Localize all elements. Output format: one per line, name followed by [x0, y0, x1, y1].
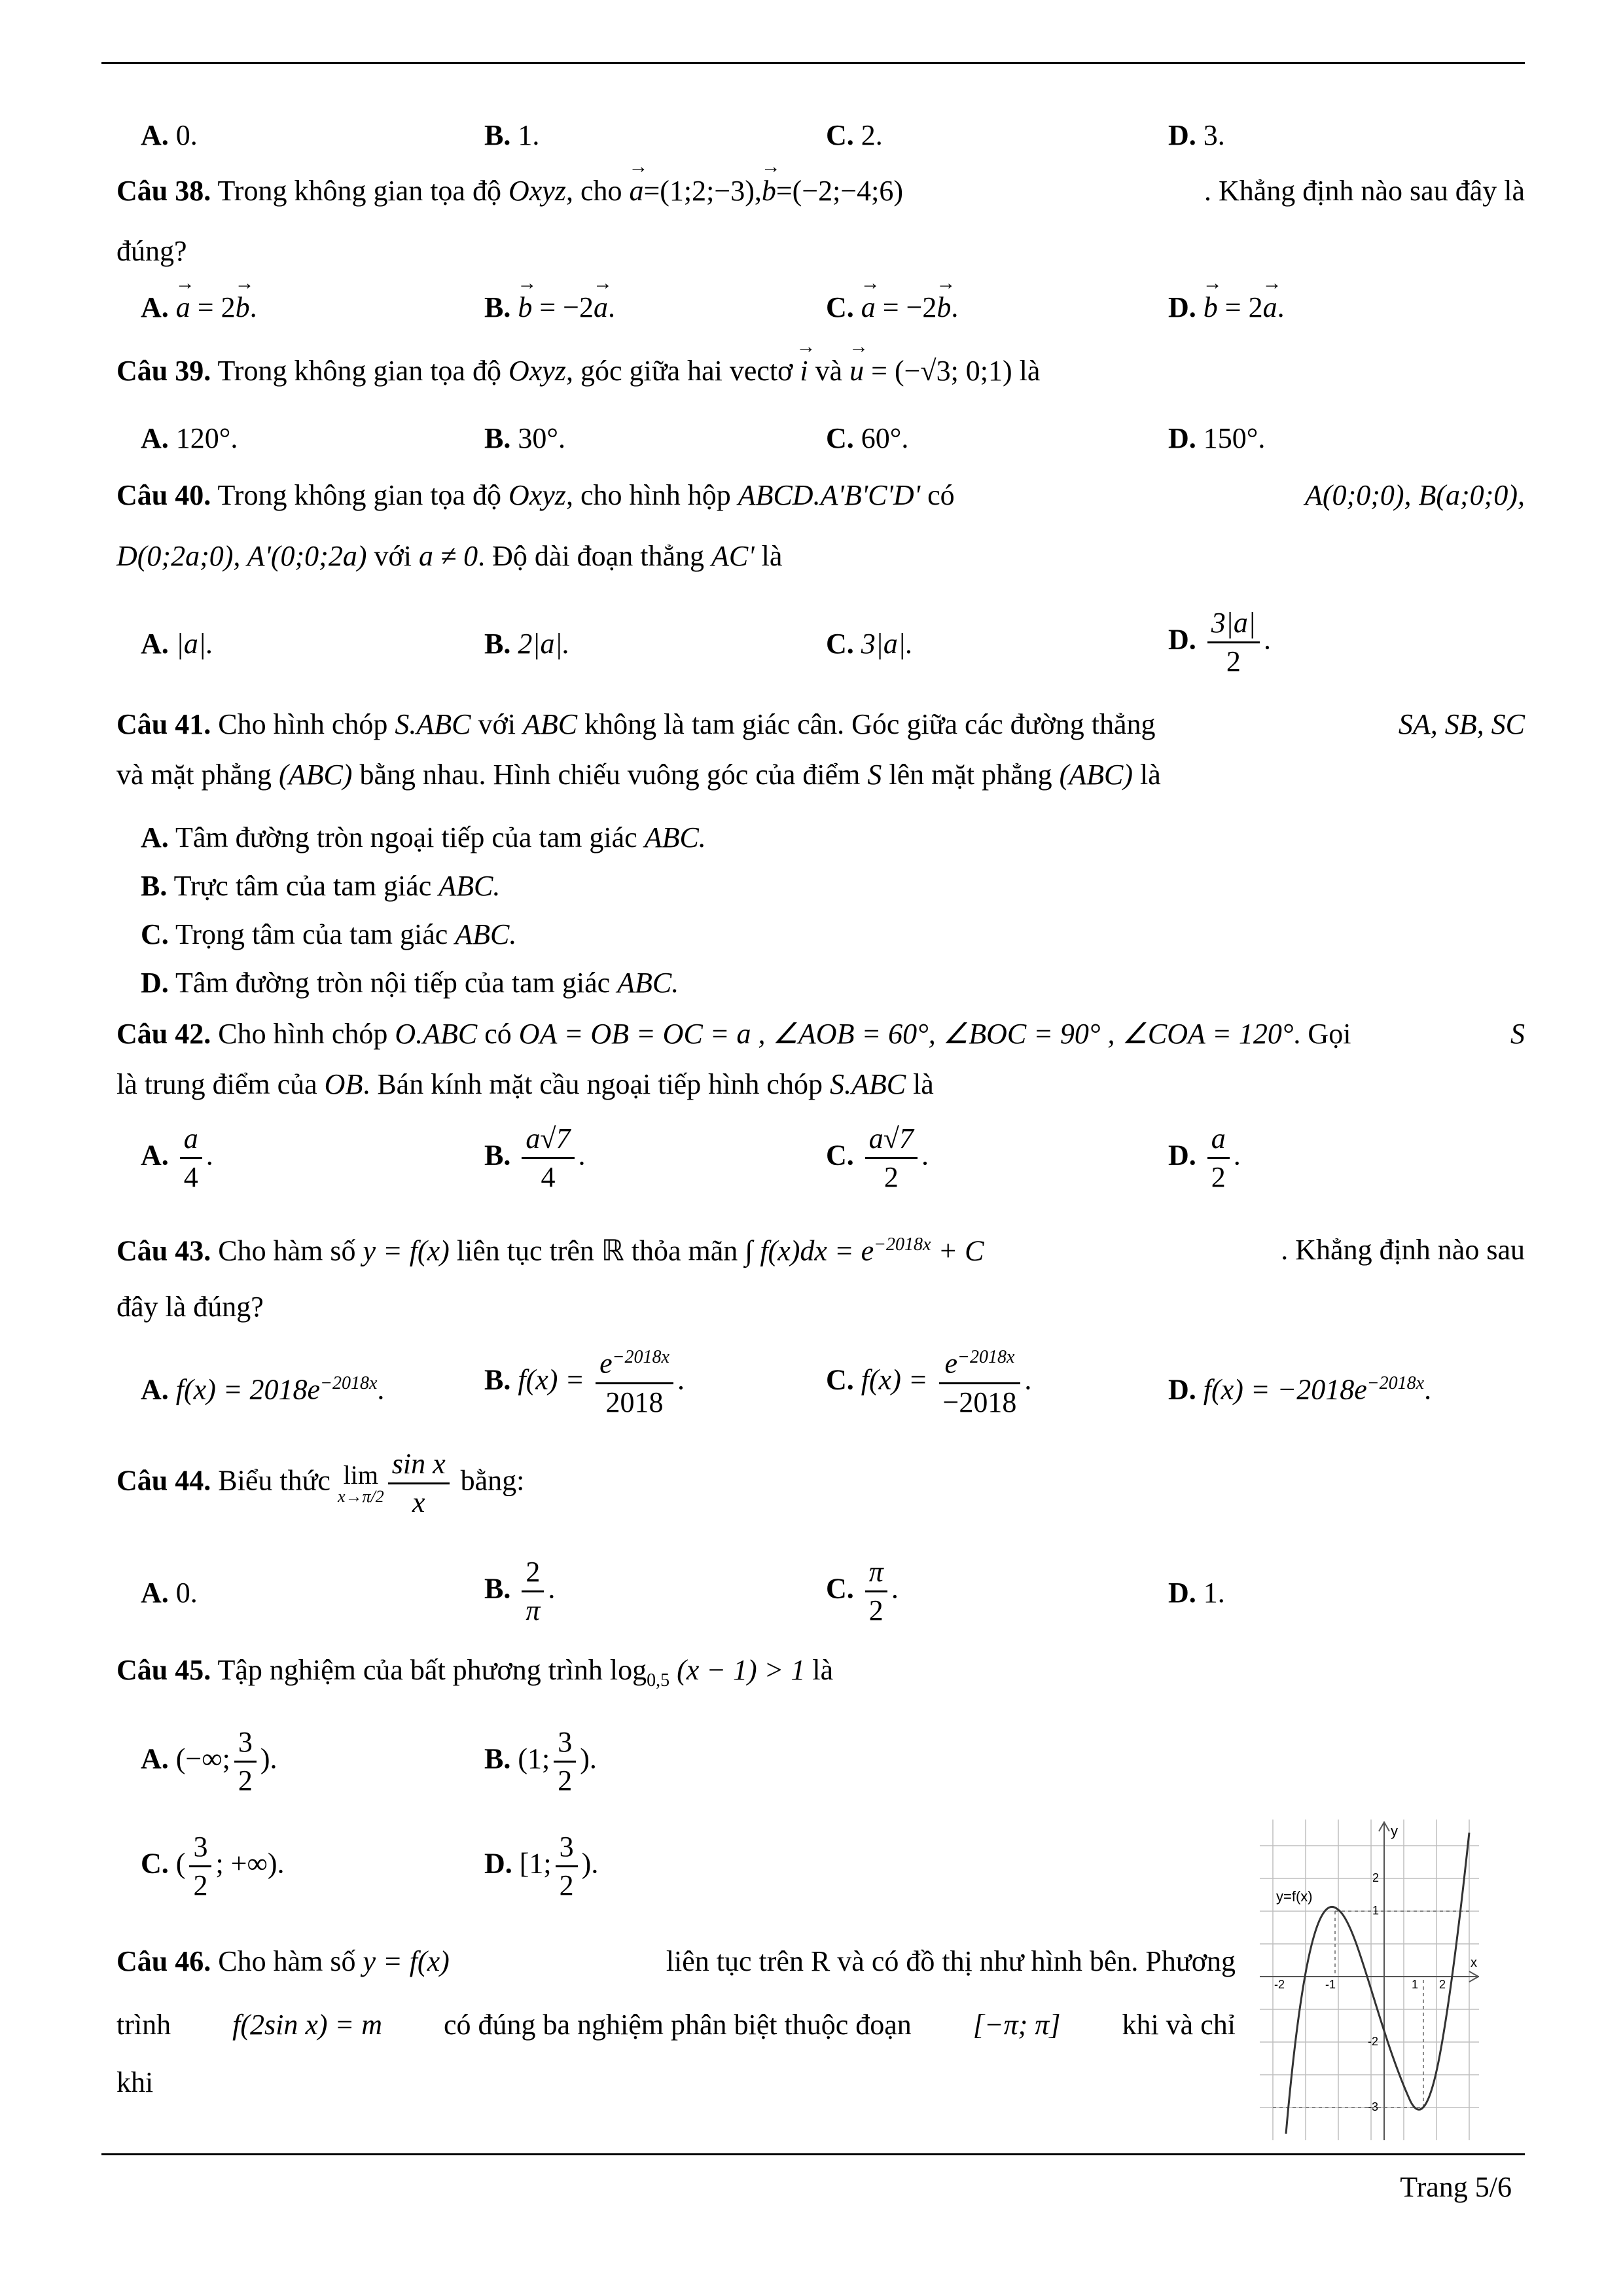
q41-option-d: D. Tâm đường tròn nội tiếp của tam giác ABC.: [141, 967, 679, 999]
q41-option-c: C. Trọng tâm của tam giác ABC.: [141, 918, 517, 950]
q43-option-a: A. $f(x) = 2018e^{-2018x}$.: [141, 1373, 385, 1406]
q43-stem-2: đây là đúng?: [116, 1291, 264, 1323]
graph-label-x: x: [1471, 1956, 1477, 1970]
q40-option-d: D. $\frac{3|a|}{2}$ .: [1168, 607, 1271, 677]
q42-option-a: A. $\frac{a}{4}$ .: [141, 1122, 213, 1193]
q38-stem-2: đúng?: [116, 235, 187, 267]
prev-option-b: B. 1.: [484, 119, 540, 151]
function-graph: [1260, 1820, 1479, 2140]
graph-tick-y2: 2: [1372, 1871, 1380, 1884]
q46-stem-3: khi: [116, 2066, 154, 2098]
q44-option-b: B. $\frac{2}{\pi}$ .: [484, 1556, 556, 1626]
q39-option-b: B. 30°.: [484, 422, 565, 454]
q46-stem-2: trình f(2sin x) = m có đúng ba nghiệm phân biệt thuộc đoạn [−π; π] khi và chỉ: [116, 2009, 1236, 2041]
graph-tick-xm2: -2: [1274, 1978, 1285, 1991]
q42-stem: Câu 42. Cho hình chóp O.ABC có OA = OB = OC = a , ∠AOB = 60°, ∠BOC = 90° , ∠COA = 120°. Gọi S: [116, 1018, 1525, 1050]
q43-option-b: B. f(x) = $\frac{e^{-2018x}}{2018}$ .: [484, 1347, 685, 1418]
q39-stem: Câu 39. Trong không gian tọa độ Oxyz, góc giữa hai vectơ → i và → u = (−√3; 0;1) là: [116, 357, 1525, 386]
q45-option-d: D. [1; $\frac{3}{2}$ ).: [484, 1831, 599, 1901]
prev-option-d: D. 3.: [1168, 119, 1225, 151]
q42-option-c: C. $\frac{a√7}{2}$ .: [826, 1122, 929, 1193]
q44-stem: Câu 44. Biểu thức lim x→π/2 $\frac{\text{sin x}}{x}$ bằng:: [116, 1448, 525, 1518]
q39-option-d: D. 150°.: [1168, 422, 1266, 454]
q40-stem-2: D(0;2a;0), A'(0;0;2a) với a ≠ 0. Độ dài đoạn thẳng AC' là: [116, 540, 783, 572]
q45-stem: Câu 45. Tập nghiệm của bất phương trình $\log_{0,5} (x - 1) > 1$ là: [116, 1654, 834, 1691]
q41-option-a: A. Tâm đường tròn ngoại tiếp của tam giác ABC.: [141, 821, 706, 853]
q44-option-d: D. 1.: [1168, 1577, 1225, 1609]
q42-stem-2: là trung điểm của OB. Bán kính mặt cầu ngoại tiếp hình chóp S.ABC là: [116, 1068, 934, 1100]
q43-stem: Câu 43. Cho hàm số y = f(x) liên tục trên ℝ thỏa mãn ∫ $f(x)dx = e^{-2018x} + C$ . Khẳng định nào sau: [116, 1234, 1525, 1267]
q38-option-d: D. → b = 2→ a.: [1168, 293, 1285, 322]
graph-tick-xm1: -1: [1325, 1978, 1336, 1991]
q38-option-b: B. → b = −2→ a.: [484, 293, 615, 322]
graph-tick-x2: 2: [1439, 1978, 1446, 1991]
q39-option-c: C. 60°.: [826, 422, 909, 454]
q42-option-d: D. $\frac{a}{2}$ .: [1168, 1122, 1241, 1193]
graph-tick-ym2: -2: [1368, 2035, 1379, 2048]
q39-option-a: A. 120°.: [141, 422, 238, 454]
q40-stem: Câu 40. Trong không gian tọa độ Oxyz, cho hình hộp ABCD.A'B'C'D' có A(0;0;0), B(a;0;0),: [116, 479, 1525, 511]
top-rule: [101, 62, 1525, 64]
q40-option-c: C. 3|a|.: [826, 628, 913, 660]
graph-tick-x1: 1: [1412, 1978, 1419, 1991]
q45-option-a: A. (−∞; $\frac{3}{2}$ ).: [141, 1726, 277, 1797]
q45-option-b: B. (1; $\frac{3}{2}$ ).: [484, 1726, 597, 1797]
q46-stem: Câu 46. Cho hàm số y = f(x) liên tục trên R và có đồ thị như hình bên. Phương: [116, 1945, 1236, 1977]
q43-option-d: D. $f(x) = -2018e^{-2018x}$.: [1168, 1373, 1432, 1406]
bottom-rule: [101, 2153, 1525, 2155]
graph-label-y: y: [1391, 1823, 1398, 1839]
graph-tick-ym3: -3: [1368, 2100, 1379, 2113]
q44-option-c: C. $\frac{\pi}{2}$ .: [826, 1556, 899, 1626]
q43-option-c: C. f(x) = $\frac{e^{-2018x}}{-2018}$ .: [826, 1347, 1032, 1418]
q38-option-a: A. → a = 2→ b.: [141, 293, 257, 322]
q41-stem-2: và mặt phẳng (ABC) bằng nhau. Hình chiếu vuông góc của điểm S lên mặt phẳng (ABC) là: [116, 759, 1161, 791]
q40-option-b: B. 2|a|.: [484, 628, 570, 660]
q45-option-c: C. ( $\frac{3}{2}$ ; +∞).: [141, 1831, 285, 1901]
q40-option-a: A. |a|.: [141, 628, 213, 660]
page-number: Trang 5/6: [1400, 2171, 1512, 2203]
q38-stem: Câu 38. Trong không gian tọa độ Oxyz, cho → a=(1;2;−3),→ b=(−2;−4;6) . Khẳng định nào sau đây là: [116, 177, 1525, 206]
q44-option-a: A. 0.: [141, 1577, 198, 1609]
prev-option-a: A. 0.: [141, 119, 198, 151]
q41-option-b: B. Trực tâm của tam giác ABC.: [141, 870, 501, 902]
q41-stem: Câu 41. Cho hình chóp S.ABC với ABC không là tam giác cân. Góc giữa các đường thẳng SA, SB, SC: [116, 708, 1525, 740]
q42-option-b: B. $\frac{a√7}{4}$ .: [484, 1122, 586, 1193]
prev-option-c: C. 2.: [826, 119, 883, 151]
graph-tick-y1: 1: [1372, 1904, 1380, 1917]
graph-grid: [1260, 1820, 1479, 2140]
q38-option-c: C. → a = −2→ b.: [826, 293, 958, 322]
graph-label-fx: y=f(x): [1276, 1888, 1313, 1905]
